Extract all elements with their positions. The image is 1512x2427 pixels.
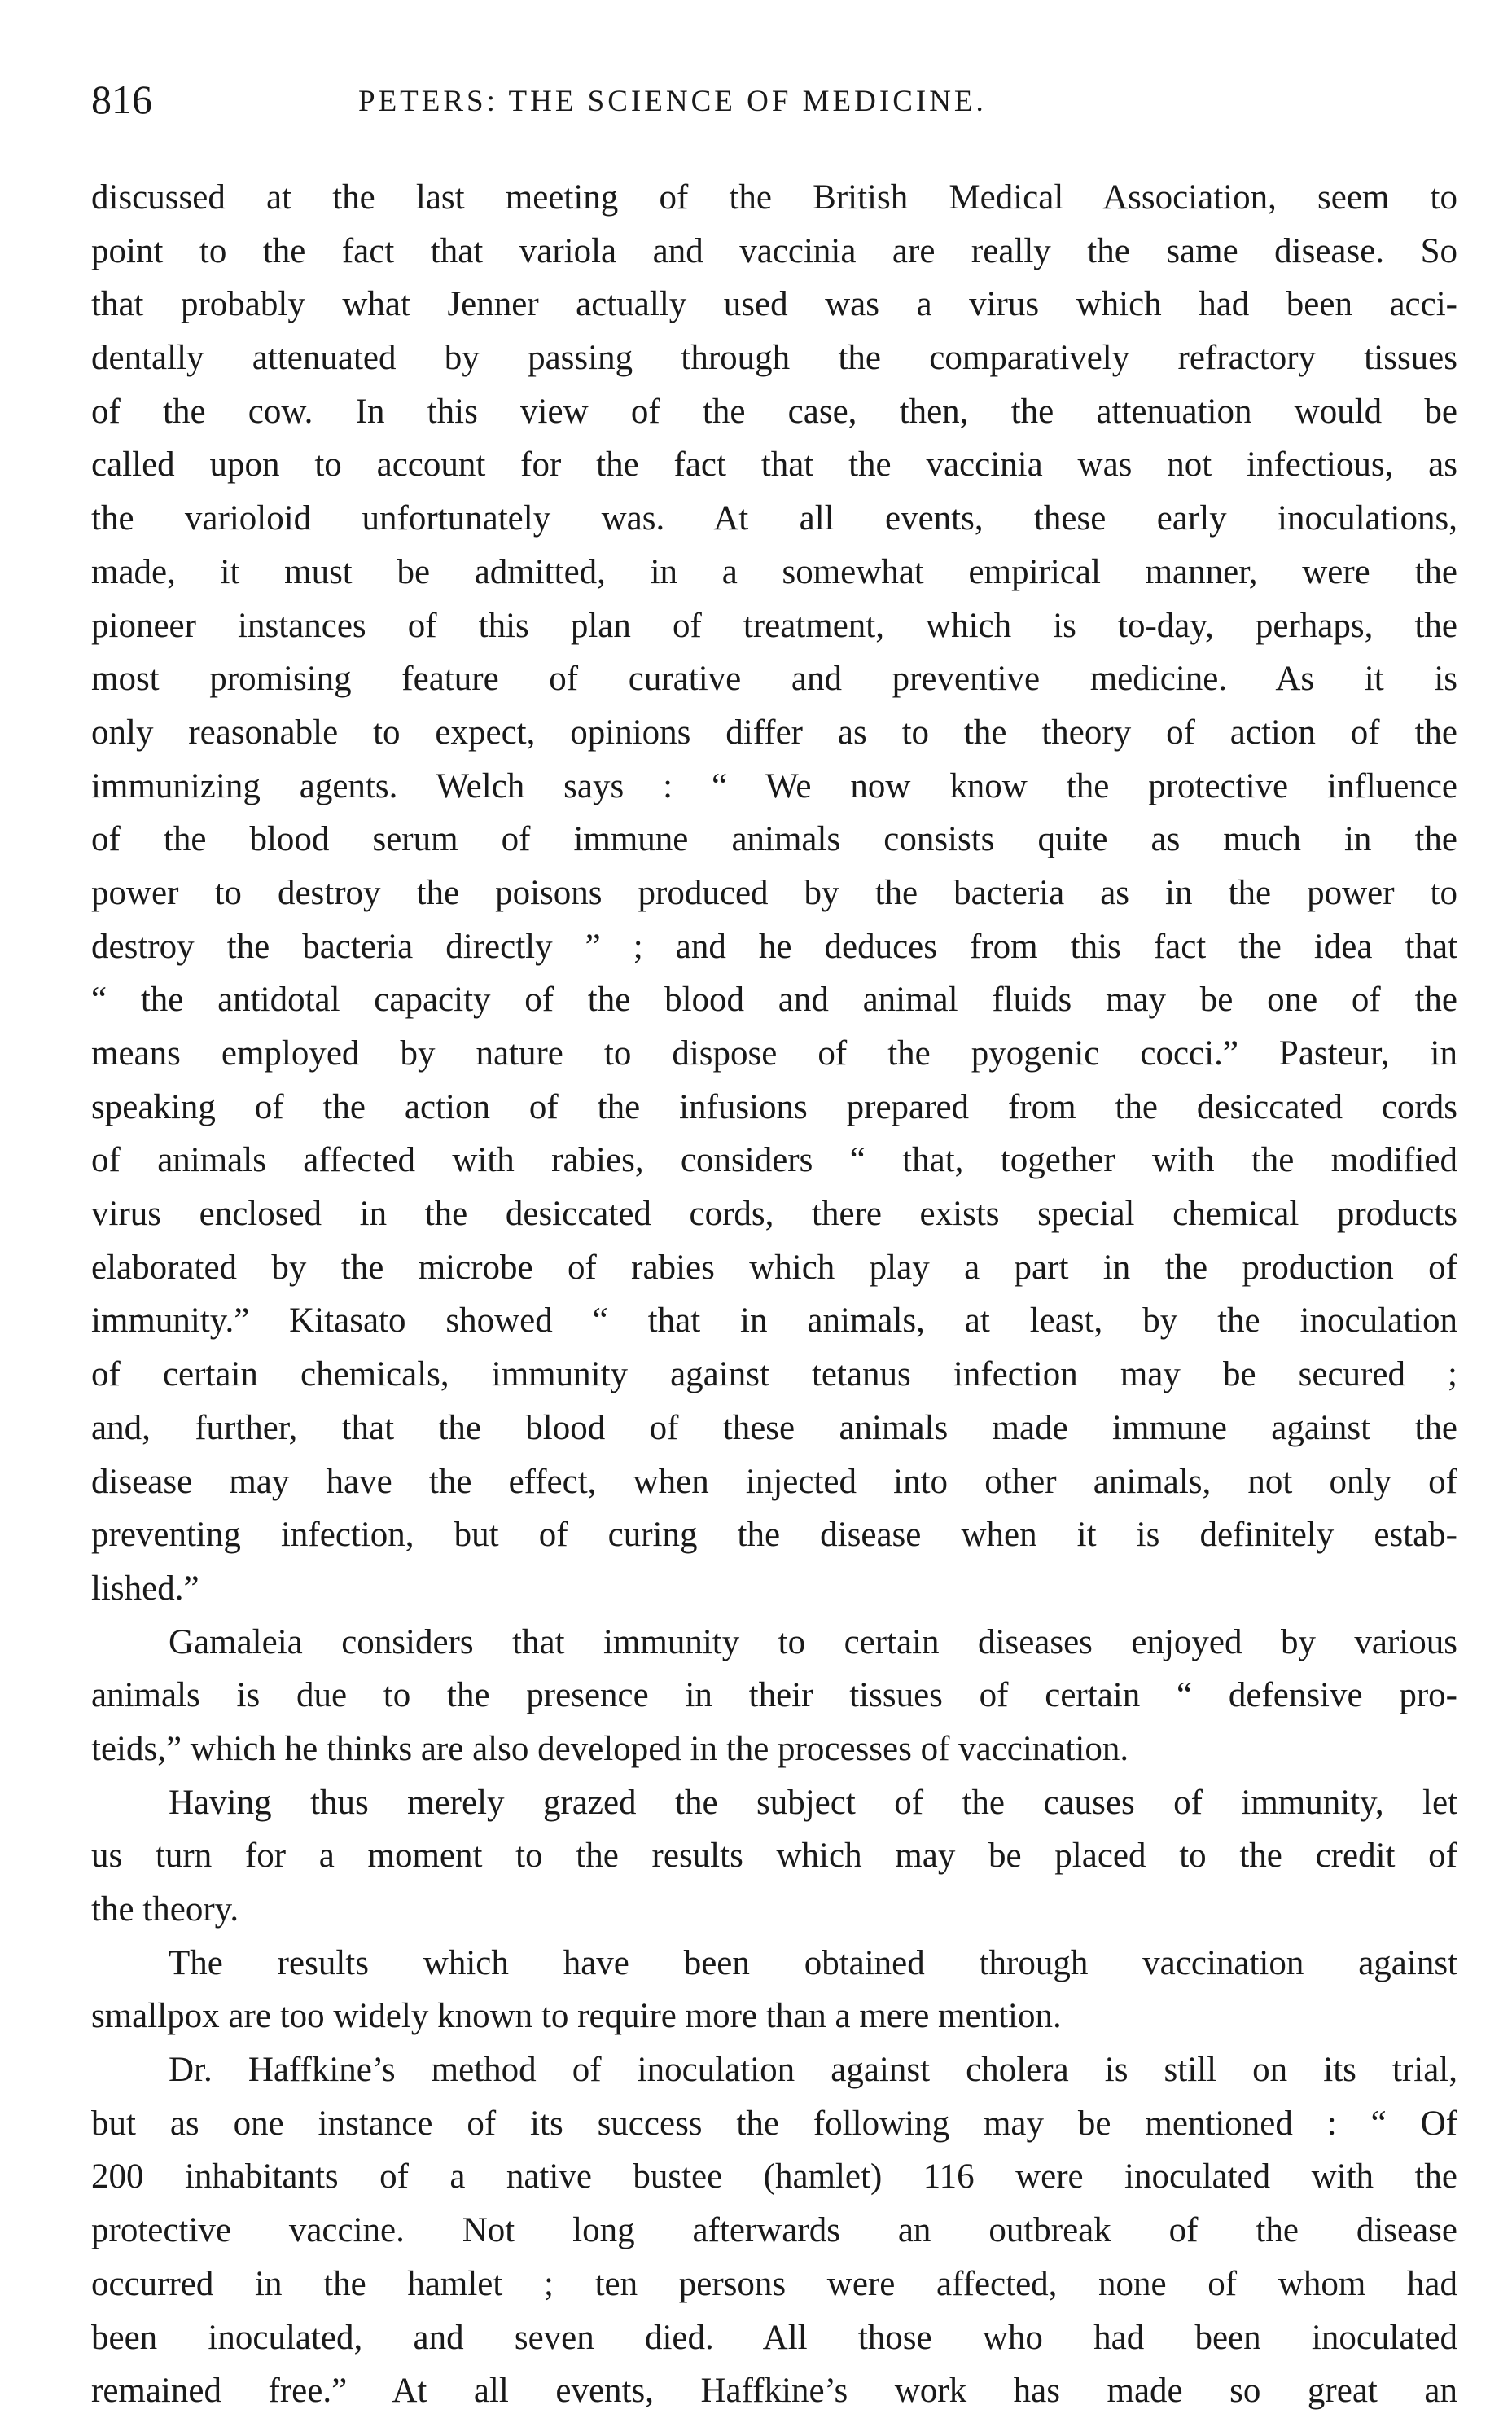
- running-head: [91, 75, 1459, 132]
- text-line: of certain chemicals, immunity against tetanus infection may be secured ;: [91, 1355, 1457, 1394]
- text-line: protective vaccine. Not long afterwards an outbreak of the disease: [91, 2211, 1457, 2250]
- text-line: virus enclosed in the desiccated cords, there exists special chemical products: [91, 1195, 1457, 1234]
- paragraph: [91, 2043, 1457, 2418]
- text-line: means employed by nature to dispose of the pyogenic cocci.” Pasteur, in: [91, 1034, 1457, 1073]
- text-line: Dr. Haffkine’s method of inoculation against cholera is still on its trial,: [169, 2051, 1457, 2090]
- text-line: smallpox are too widely known to require more than a mere mention.: [91, 1997, 1062, 2036]
- text-line: pioneer instances of this plan of treatment, which is to-day, perhaps, the: [91, 606, 1457, 645]
- text-line: most promising feature of curative and preventive medicine. As it is: [91, 660, 1457, 699]
- text-line: Having thus merely grazed the subject of the causes of immunity, let: [169, 1783, 1457, 1822]
- text-line: animals is due to the presence in their tissues of certain “ defensive pro-: [91, 1676, 1457, 1715]
- text-line: The results which have been obtained through vaccination against: [169, 1943, 1457, 1982]
- text-line: made, it must be admitted, in a somewhat empirical manner, were the: [91, 552, 1457, 591]
- text-line: elaborated by the microbe of rabies which play a part in the production of: [91, 1248, 1457, 1287]
- text-line: us turn for a moment to the results which may be placed to the credit of: [91, 1837, 1457, 1876]
- text-line: and, further, that the blood of these animals made immune against the: [91, 1408, 1457, 1447]
- paragraph: [91, 1776, 1457, 1937]
- text-line: the varioloid unfortunately was. At all events, these early inoculations,: [91, 499, 1457, 538]
- text-line: preventing infection, but of curing the disease when it is definitely estab-: [91, 1516, 1457, 1555]
- text-line: power to destroy the poisons produced by the bacteria as in the power to: [91, 873, 1457, 912]
- text-line: 200 inhabitants of a native bustee (hamlet) 116 were inoculated with the: [91, 2157, 1457, 2197]
- text-line: the theory.: [91, 1890, 239, 1929]
- text-line: disease may have the effect, when injected into other animals, not only of: [91, 1462, 1457, 1501]
- text-line: that probably what Jenner actually used was a virus which had been acci-: [91, 285, 1457, 324]
- text-line: destroy the bacteria directly ” ; and he deduces from this fact the idea that: [91, 927, 1457, 966]
- text-line: called upon to account for the fact that the vaccinia was not infectious, as: [91, 445, 1457, 485]
- text-line: of the cow. In this view of the case, then, the attenuation would be: [91, 392, 1457, 431]
- text-line: point to the fact that variola and vaccinia are really the same disease. So: [91, 231, 1457, 270]
- text-line: lished.”: [91, 1569, 199, 1608]
- text-line: immunizing agents. Welch says : “ We now know the protective influence: [91, 766, 1457, 805]
- text-line: “ the antidotal capacity of the blood and animal fluids may be one of the: [91, 981, 1457, 1020]
- text-line: discussed at the last meeting of the British Medical Association, seem to: [91, 178, 1457, 217]
- paragraph: [91, 1937, 1457, 2043]
- paragraph: [91, 171, 1457, 1616]
- text-line: Gamaleia considers that immunity to certain diseases enjoyed by various: [169, 1622, 1457, 1661]
- text-line: teids,” which he thinks are also developed in the processes of vaccination.: [91, 1729, 1129, 1768]
- text-line: been inoculated, and seven died. All those who had been inoculated: [91, 2318, 1457, 2357]
- text-line: of the blood serum of immune animals consists quite as much in the: [91, 820, 1457, 859]
- text-line: occurred in the hamlet ; ten persons were affected, none of whom had: [91, 2264, 1457, 2303]
- text-line: but as one instance of its success the following may be mentioned : “ Of: [91, 2104, 1457, 2143]
- text-line: remained free.” At all events, Haffkine’s work has made so great an: [91, 2372, 1457, 2411]
- text-line: speaking of the action of the infusions prepared from the desiccated cords: [91, 1087, 1457, 1126]
- body-text: [91, 171, 1457, 2411]
- text-line: of animals affected with rabies, considers “ that, together with the modified: [91, 1141, 1457, 1180]
- text-line: dentally attenuated by passing through the comparatively refractory tissues: [91, 339, 1457, 378]
- page-number: 816: [91, 77, 152, 122]
- text-line: immunity.” Kitasato showed “ that in animals, at least, by the inoculation: [91, 1301, 1457, 1341]
- paragraph: [91, 1616, 1457, 1776]
- running-title: PETERS: THE SCIENCE OF MEDICINE.: [358, 85, 987, 118]
- text-line: only reasonable to expect, opinions differ as to the theory of action of the: [91, 713, 1457, 752]
